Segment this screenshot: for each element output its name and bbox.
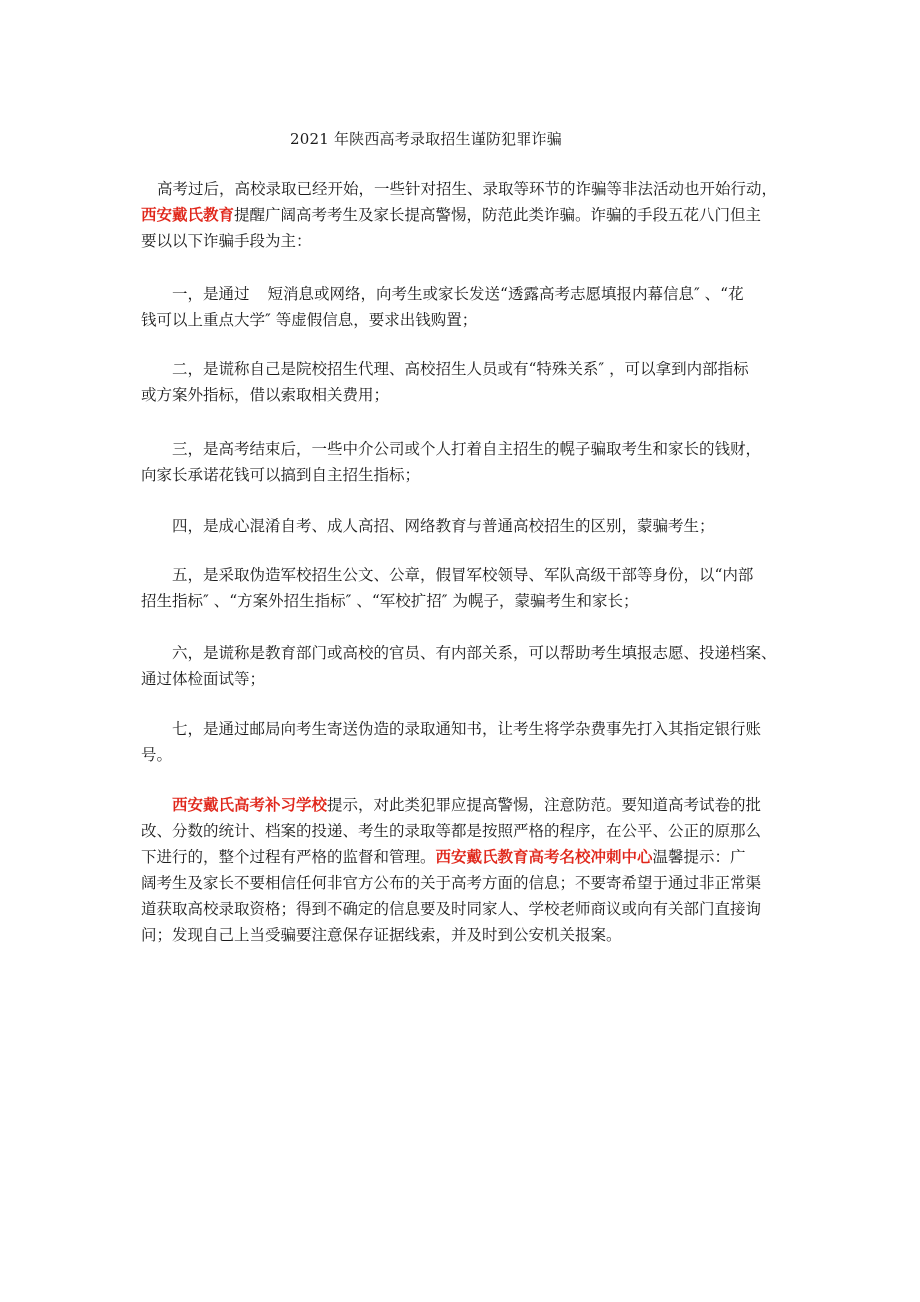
intro-line-3: 要以以下诈骗手段为主：: [141, 232, 312, 250]
list-item-one: 一，是通过 短消息或网络，向考生或家长发送“透露高考志愿填报内幕信息″ 、“花 钱可以上重点大学″ 等虚假信息，要求出钱购置；: [141, 285, 744, 329]
document-title: 2021 年陕西高考录取招生谨防犯罪诈骗: [290, 130, 562, 148]
intro-paragraph: [141, 176, 781, 254]
intro-line-1: 高考过后，高校录取已经开始，一些针对招生、录取等环节的诈骗等非法活动也开始行动，: [157, 180, 778, 198]
intro-line-2: 西安戴氏教育提醒广阔高考考生及家长提高警惕，防范此类诈骗。诈骗的手段五花八门但主: [141, 205, 762, 224]
closing-paragraph: 西安戴氏高考补习学校提示，对此类犯罪应提高警惕，注意防范。要知道高考试卷的批 改、分数的统计、档案的投递、考生的录取等都是按照严格的程序，在公平、公正的原那么 下进行的，整个过程有严格的监督和管理。西安戴氏教育高考名校冲刺中心温馨提示：广 阔考生及家长不要相信任何非官方公布的关于高考方面的信息；不要寄希望于通过非正常渠 道获取高校录取资格；得到不确定的信息要及时同家人、学校老师商议或向有关部门直接询 问；发现自己上当受骗要注意保存证据线索，并及时到公安机关报案。: [141, 795, 762, 944]
list-item-seven: 七，是通过邮局向考生寄送伪造的录取通知书，让考生将学杂费事先打入其指定银行账 号。: [141, 720, 762, 764]
list-item-two: 二，是谎称自己是院校招生代理、高校招生人员或有“特殊关系″ ，可以拿到内部指标 或方案外指标，借以索取相关费用；: [141, 360, 749, 404]
list-item-three: 三，是高考结束后，一些中介公司或个人打着自主招生的幌子骗取考生和家长的钱财， 向家长承诺花钱可以搞到自主招生指标；: [141, 440, 762, 484]
school-highlight: 西安戴氏高考补习学校: [172, 795, 328, 814]
list-item-four: 四，是成心混淆自考、成人高招、网络教育与普通高校招生的区别，蒙骗考生；: [172, 517, 715, 535]
brand-highlight: 西安戴氏教育: [141, 205, 235, 224]
list-item-five: 五，是采取伪造军校招生公文、公章，假冒军校领导、军队高级干部等身份，以“内部 招生指标″ 、“方案外招生指标″ 、“军校扩招″ 为幌子，蒙骗考生和家长；: [141, 566, 754, 610]
list-item-six: 六，是谎称是教育部门或高校的官员、有内部关系，可以帮助考生填报志愿、投递档案、 通过体检面试等；: [141, 644, 777, 688]
center-highlight: 西安戴氏教育高考名校冲刺中心: [435, 847, 653, 866]
